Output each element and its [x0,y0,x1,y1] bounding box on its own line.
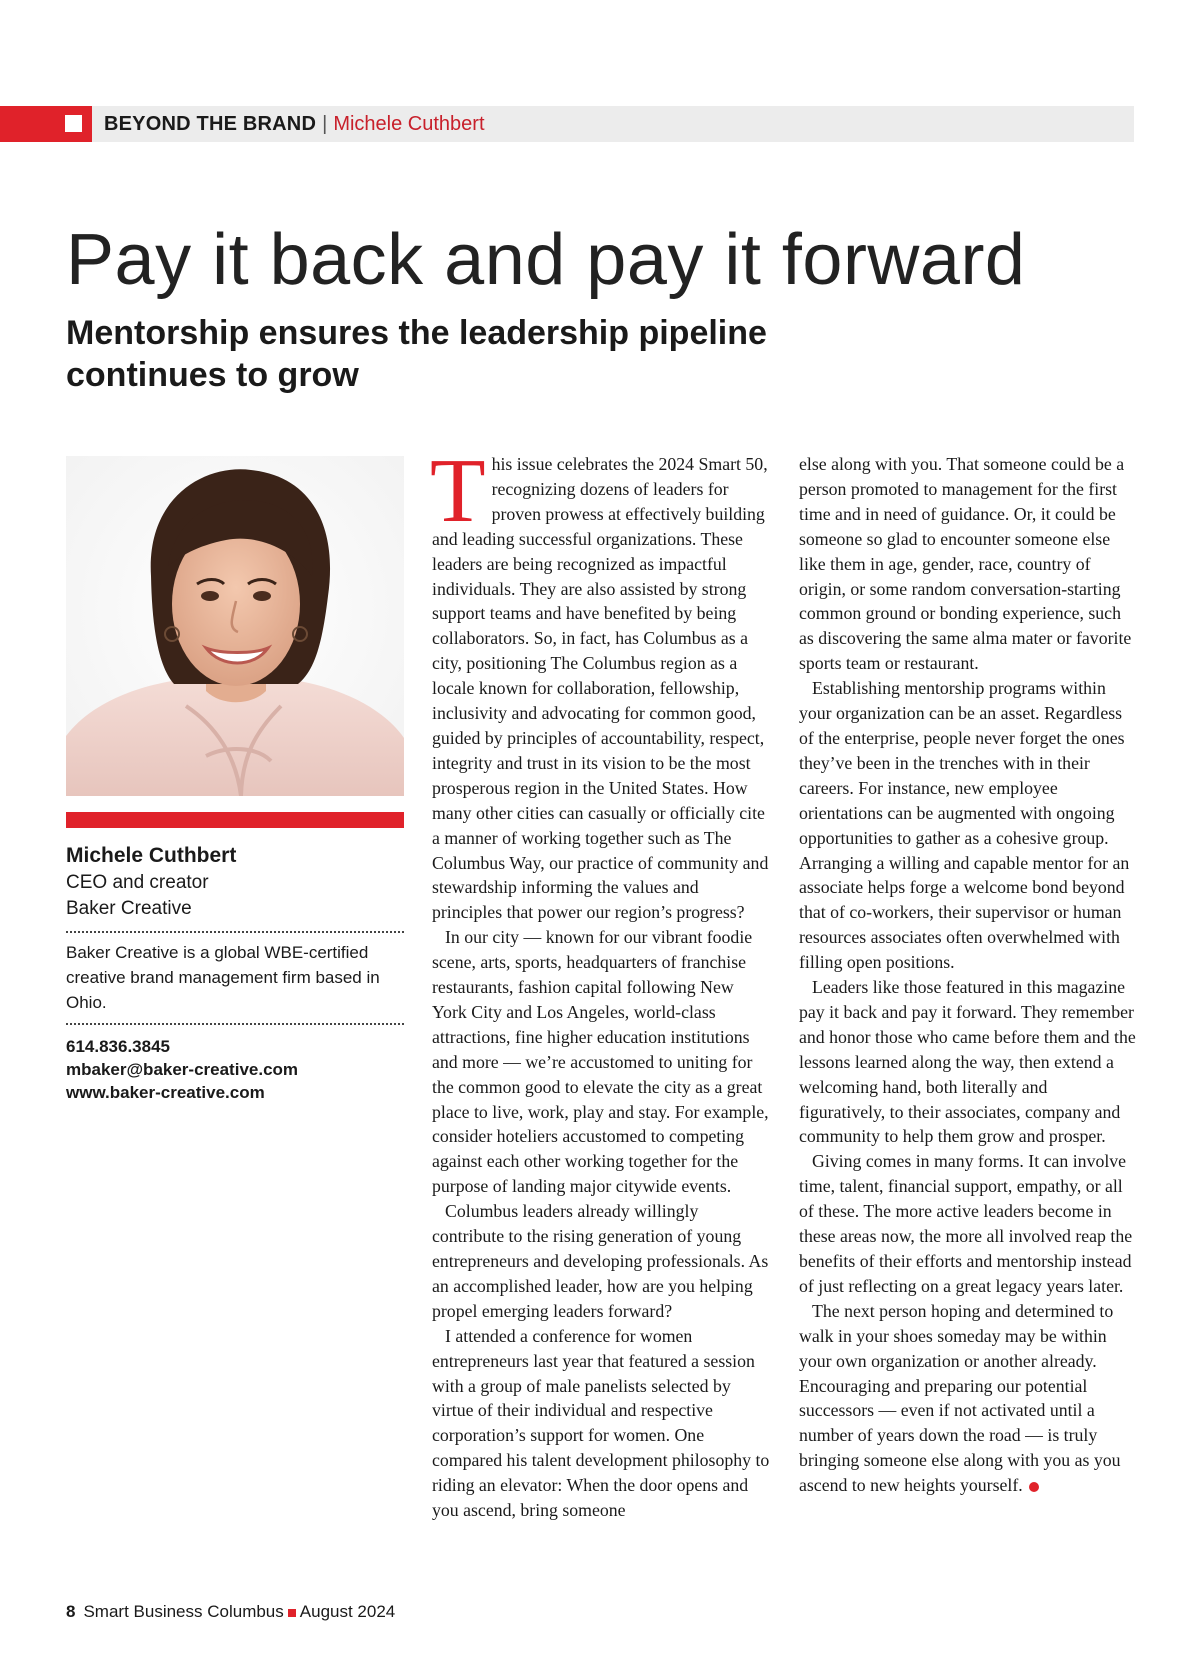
article-subtitle: Mentorship ensures the leadership pipeline continues to grow [66,314,767,394]
body-paragraph: Leaders like those featured in this magazine pay it back and pay it forward. They remember and honor those who came before them and the lessons learned along the way, then extend a welcoming hand, both literally and figuratively, to their associates, company and community to help them grow and prosper. [799,977,1136,1147]
page-number: 8 [66,1602,76,1621]
body-paragraph: In our city — known for our vibrant foodie scene, arts, sports, headquarters of franchise restaurants, fashion capital following New York City and Los Angeles, world-class attractions, fine higher education institutions and more — we’re accustomed to uniting for the common good to elevate the city as a great place to live, work, play and stay. For example, consider hoteliers accustomed to competing against each other working together for the purpose of landing major citywide events. [432,927,769,1197]
paragraph-text: The next person hoping and determined to walk in your shoes someday may be within your own organization or another already. Encouraging and preparing our potential successors — even if not activated until a number of years down the road — is truly bringing someone else along with you as you ascend to new heights yourself. [799,1300,1121,1496]
bio-divider [66,931,404,933]
body-column-2 [799,452,1137,1498]
author-company: Baker Creative [66,898,192,919]
contact-website[interactable]: www.baker-creative.com [66,1083,265,1102]
author-role: CEO and creator [66,872,209,893]
publication-name: Smart Business Columbus [83,1602,284,1621]
photo-accent-rule [66,812,404,828]
author-name: Michele Cuthbert [66,844,237,867]
body-paragraph: I attended a conference for women entrepreneurs last year that featured a session with a group of male panelists selected by virtue of their individual and respective corporation’s support for women. One compared his talent development philosophy to riding an elevator: When the door opens and you ascend, bring someone [432,1325,770,1521]
page-footer [66,1600,395,1624]
author-photo [66,456,404,796]
contact-block [66,1035,298,1104]
end-mark-icon [1029,1482,1039,1492]
section-header [104,108,485,140]
header-author: Michele Cuthbert [333,113,485,135]
drop-cap: T [430,440,486,541]
article-title: Pay it back and pay it forward [66,220,1026,300]
body-paragraph: Giving comes in many forms. It can involve time, talent, financial support, empathy, or all of these. The more active leaders become in these areas now, the more all involved reap the benefits of their efforts and mentorship instead of just reflecting on a great legacy years later. [799,1151,1133,1296]
body-paragraph [799,1299,1137,1498]
company-description: Baker Creative is a global WBE-certified creative brand management firm based in Ohio. [66,943,380,1012]
footer-square-icon [288,1609,296,1617]
contact-email[interactable]: mbaker@baker-creative.com [66,1060,299,1079]
contact-phone: 614.836.3845 [66,1037,170,1056]
body-column-1 [430,440,770,1523]
section-name: BEYOND THE BRAND [104,113,317,135]
paragraph-text: his issue celebrates the 2024 Smart 50, recognizing dozens of leaders for proven prowess at effectively building and leading successful organizations. These leaders are being recognized as impactful individuals. They are also assisted by strong support teams and have benefited by being collaborators. So, in fact, has Columbus as a city, positioning The Columbus region as a locale known for collaboration, fellowship, inclusivity and advocating for common good, guided by principles of accountability, respect, integrity and trust in its vision to be the most prosperous region in the United States. How many other cities can casually or officially cite a manner of working together such as The Columbus Way, our practice of community and stewardship informing the values and principles that power our region’s progress? [432,454,769,923]
header-square-icon [65,115,82,132]
contact-divider [66,1023,404,1025]
header-separator: | [322,113,328,135]
body-paragraph: Columbus leaders already willingly contribute to the rising generation of young entrepreneurs and developing professionals. As an accomplished leader, how are you helping propel emerging leaders forward? [432,1201,769,1321]
body-paragraph: Establishing mentorship programs within your organization can be an asset. Regardless of the enterprise, people never forget the ones they’ve been in the trenches with in their careers. For instance, new employee orientations can be augmented with ongoing opportunities to gather as a cohesive group. Arranging a willing and capable mentor for an associate helps forge a welcome bond beyond that of co-workers, their supervisor or human resources associates often overwhelmed with filling open positions. [799,678,1130,973]
issue-date: August 2024 [299,1602,396,1621]
body-paragraph [430,440,770,925]
body-paragraph: else along with you. That someone could be a person promoted to management for the first time and in need of guidance. Or, it could be someone so glad to encounter someone else like them in age, gender, race, country of origin, or some random conversation-starting common ground or bonding experience, such as discovering the same alma mater or favorite sports team or restaurant. [799,454,1132,674]
